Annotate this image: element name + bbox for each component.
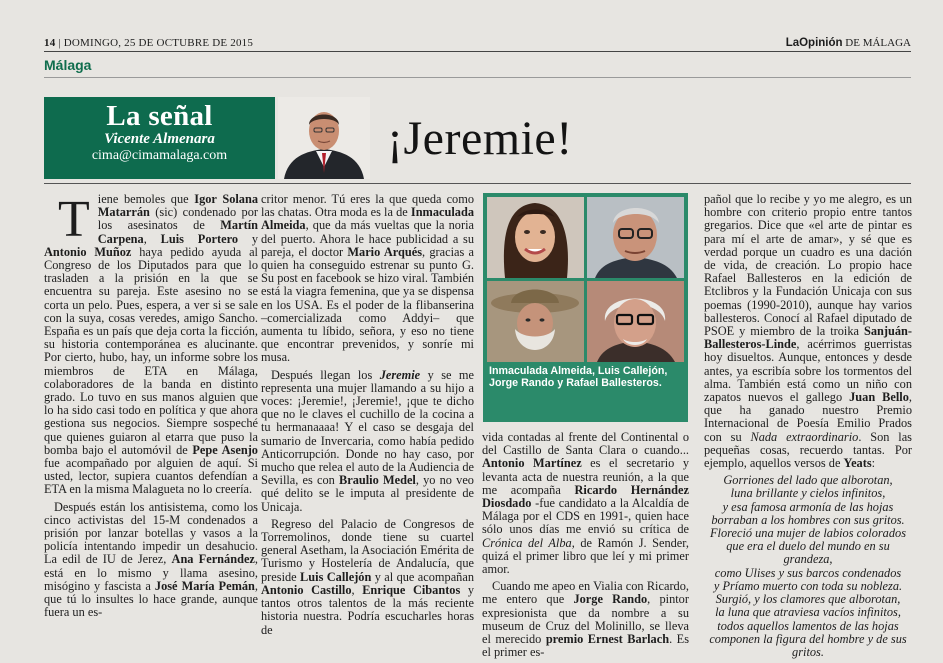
poem-line: todos aquellos lamentos de las hojas (717, 618, 899, 633)
brand-name: LaOpinión (785, 37, 843, 49)
drop-cap: T (58, 191, 90, 248)
bold-name: Pepe Asenjo (192, 442, 258, 457)
poem-line: Floreció una mujer de labios colorados (710, 526, 906, 541)
section-rule (44, 77, 911, 78)
text-run: Regreso del Palacio de Congresos de Torremolinos, donde tiene su cuartel general Asetham, la Asociación Emérita de Turismo y Hostelería de Andalucía, que preside (261, 516, 474, 584)
paragraph-2 (44, 501, 258, 620)
bold-name: Antonio Muñoz (44, 244, 132, 259)
newspaper-brand (786, 37, 911, 49)
bold-italic-term: Jeremie (379, 367, 421, 382)
text-run: iene bemoles que (97, 192, 195, 206)
photo-rafael-ballesteros (587, 281, 684, 362)
text-run: , acérrimos guerristas hoy disueltos. Aunque, entonces y desde antes, ya escribía sobre los tormentos del alma. También está como un niño con zapatos nuevos el gallego (704, 337, 912, 405)
bold-name: Mario Arqués (347, 244, 423, 259)
text-run: , yo no veo qué delito se le imputa al presidente de Unicaja. (261, 473, 474, 514)
text-run: y tantos otros talentos de la más reciente historia nuestra. Podría escucharles horas de (261, 582, 475, 637)
text-run: Después están los antisistema, como los cinco activistas del 15-M condenados a prisión por lanzar botellas y vasos a la policía intentando impedir un desahucio. La edil de IU de Jerez, (44, 499, 258, 567)
header-rule (44, 183, 911, 184)
bold-name: Luis Portero (160, 231, 239, 246)
photo-inmaculada-almeida (487, 197, 584, 278)
text-run: , de Ramón J. Sender, quizá el primer libro que leí y mi primer amor. (482, 535, 689, 577)
section-name: Málaga (44, 57, 92, 73)
author-portrait-image (278, 97, 370, 179)
poem-line: luna brillante y cielos infinitos, (730, 486, 886, 501)
man-white-hair-portrait-image (587, 281, 684, 362)
bold-name: Ricardo Hernández Diosdado (482, 482, 689, 511)
photo-caption: Inmaculada Almeida, Luis Callejón, Jorge Rando y Rafael Ballesteros. (489, 365, 668, 390)
text-run: , está en lo mismo y llama asesino, misógino y fascista a (44, 552, 259, 593)
text-run: y se me representa una mujer llamando a su hijo a voces: ¡Jeremie!, ¡Jeremie!, ¡que te dicho que no le claves el cuchillo de la cocina a tu hermanaaaa! Y el caso se desgaja del sumario de Invercaria, como había pedido Anticorrupción. Donde no hay caso, por mucho que relea el auto de la Audiencia de Sevilla, es con (261, 367, 474, 488)
text-run: y (238, 231, 259, 246)
author-portrait (278, 97, 370, 179)
poem-line: borraban a los hombres con sus gritos. (711, 512, 905, 527)
poem-line: como Ulises y sus barcos condenados (714, 565, 902, 580)
text-run: (sic) condenado por los asesinatos de (97, 205, 258, 233)
paragraph-4 (261, 369, 474, 514)
text-run: , que da más vueltas que la noria del puerto. Ahora le hace publicidad a su pareja, el doctor (261, 218, 474, 259)
article-column-4 (704, 193, 912, 659)
text-run: , (143, 231, 161, 246)
paragraph-7 (482, 580, 689, 659)
text-run: , pintor expresionista que da nombre a su museum de Cruz del Molinillo, se lleva el merecido (482, 592, 689, 647)
author-email: cima@cimamalaga.com (91, 148, 228, 163)
poem-line: Surgió, y los clamores que alborotan, (715, 592, 901, 607)
bold-name: Antonio Martínez (482, 456, 582, 471)
paragraph-1 (44, 193, 258, 497)
text-run: pañol que lo recibe y yo me alegro, es un hombre con criterio propio entre tantos gregarios. Dice que «el arte de pintar es para mí el arte de amar», y sé que es verdad porque un cuadro es una dación de vida, de creación. Lo propio hace Rafael Ballesteros en la edición de Etclibros y la Fundación Unicaja con sus poemas (1990-2010), aunque hay varios ballesteros. Conocí al Rafael diputado de PSOE y miembro de la troika (704, 192, 912, 339)
column-title: La señal (106, 100, 213, 132)
text-run: . Es el primer es- (482, 632, 689, 660)
bold-name: Enrique Cibantos (362, 582, 461, 597)
bold-name: Jorge Rando (573, 592, 648, 607)
woman-portrait-image (487, 197, 584, 278)
photo-luis-callejon (587, 197, 684, 278)
headline: ¡Jeremie! (387, 112, 573, 165)
text-run: Cuando me apeo en Vialia con Ricardo, me entero que (482, 579, 689, 607)
issue-date: DOMINGO, 25 DE OCTUBRE DE 2015 (63, 37, 254, 49)
paragraph-8 (704, 193, 912, 470)
bold-name: Juan Bello (849, 390, 909, 405)
poem-line: la luna que atraviesa vacíos infinitos, (715, 605, 901, 620)
text-run: Después llegan los (271, 367, 380, 382)
bold-name: Ana Fernández (171, 552, 255, 567)
text-run: critor menor. Tú eres la que queda como las chatas. Otra moda es la de (261, 192, 474, 220)
poem-line: y esa famosa armonía de las hojas (722, 499, 894, 514)
column-header (44, 97, 275, 179)
author-name: Vicente Almenara (104, 131, 215, 147)
text-run: : (871, 456, 876, 471)
poem-line: y Príamo muerto con toda su nobleza. (713, 578, 903, 593)
folio-line (44, 37, 253, 49)
paragraph-5 (261, 518, 474, 637)
article-column-3 (482, 431, 689, 663)
bold-name: Luis Callejón (300, 569, 372, 584)
photo-jorge-rando (487, 281, 584, 362)
photo-box (483, 193, 688, 422)
bold-name: Sanjuán-Ballesteros-Linde (704, 324, 912, 352)
man-glasses-portrait-image (587, 197, 684, 278)
text-run: -fue candidato a la Alcaldía de Málaga por el CDS en 1991-, quien hace sólo unos días me envió su crítica de (482, 496, 689, 537)
man-hat-portrait-image (487, 281, 584, 362)
poem-line: Gorriones del lado que alborotan, (723, 473, 893, 488)
bold-name: Braulio Medel (339, 473, 416, 488)
poem-line: que era el duelo del mundo en su grandeza, (726, 539, 890, 567)
text-run: , que tú lo insultes lo hace grande, aunque fuera un es- (44, 578, 258, 620)
text-run: y al que acompañan (371, 569, 475, 584)
text-run: haya pedido ayuda al Congreso de los Diputados para que lo trasladen a la prisión en la que se encuentra su pareja. Este asesino no se corta un pelo. Pues, espera, a ver si se sale con la suya, cosas veredes, amigo Sancho. España es un país que deja corta la ficción, su historia contemporánea es alucinante. Por cierto, hubo, hay, un informe sobre los miembros de ETA en Málaga, colaboradores de la banda en distinto grado. Lo tuvo en sus manos alguien que lo ha sido casi todo en política y que ahora gestiona sus negocios. Siempre sospeché que quienes guiaron al etarra que puso la bomba bajo el automóvil de (44, 244, 258, 457)
italic-title: Nada extraordinario (750, 429, 859, 444)
paragraph-6 (482, 431, 689, 576)
text-run: vida contadas al frente del Continental o del Castillo de Santa Clara o cuando... (482, 430, 689, 458)
bold-name: Antonio Castillo (261, 582, 352, 597)
bold-name: Martín Carpena (97, 218, 258, 246)
text-run: fue acompañado por alguien de aquí. Si usted, lector, supiera cuantos defendían a ETA en la misma Malagueta no lo creería. (44, 456, 258, 497)
paragraph-3 (261, 193, 474, 365)
text-run: , (351, 582, 363, 597)
text-run: . Son las pequeñas cosas, recuerdo tantas. Por ejemplo, aquellos versos de (704, 429, 912, 471)
brand-location: DE MÁLAGA (845, 37, 911, 49)
bold-name: Yeats (843, 456, 872, 471)
italic-title: Crónica del Alba (482, 535, 572, 550)
article-column-2 (261, 193, 474, 641)
poem-block (704, 474, 912, 659)
text-run: es el secretario y levanta acta de nuestra reunión, a la que me acompaña (482, 456, 689, 497)
bold-name: Igor Solana Matarrán (97, 192, 259, 220)
article-column-1 (44, 193, 258, 624)
top-rule (44, 51, 911, 52)
poem-line: componen la figura del hombre y de sus gritos. (709, 631, 907, 659)
bold-name: Inmaculada Almeida (261, 205, 474, 233)
page-number: 14 (44, 37, 56, 49)
sep: | (58, 37, 61, 49)
bold-name: premio Ernest Barlach (545, 632, 670, 647)
text-run: , que ha ganado nuestro Premio Internacional de Poesía Emilio Prados con su (704, 390, 912, 444)
text-run: , gracias a quien ha conseguido estrenar su punto G. Su post en facebook se hizo viral. También está la viagra femenina, que ya se dispensa en los USA. Es el poder de la flibanserina –comercializada como Addyi– que aumenta tu líbido, señora, y eso no tiene que encontrar prevenidos, y sonríe mi musa. (261, 244, 474, 365)
bold-name: José María Pemán (154, 578, 255, 593)
